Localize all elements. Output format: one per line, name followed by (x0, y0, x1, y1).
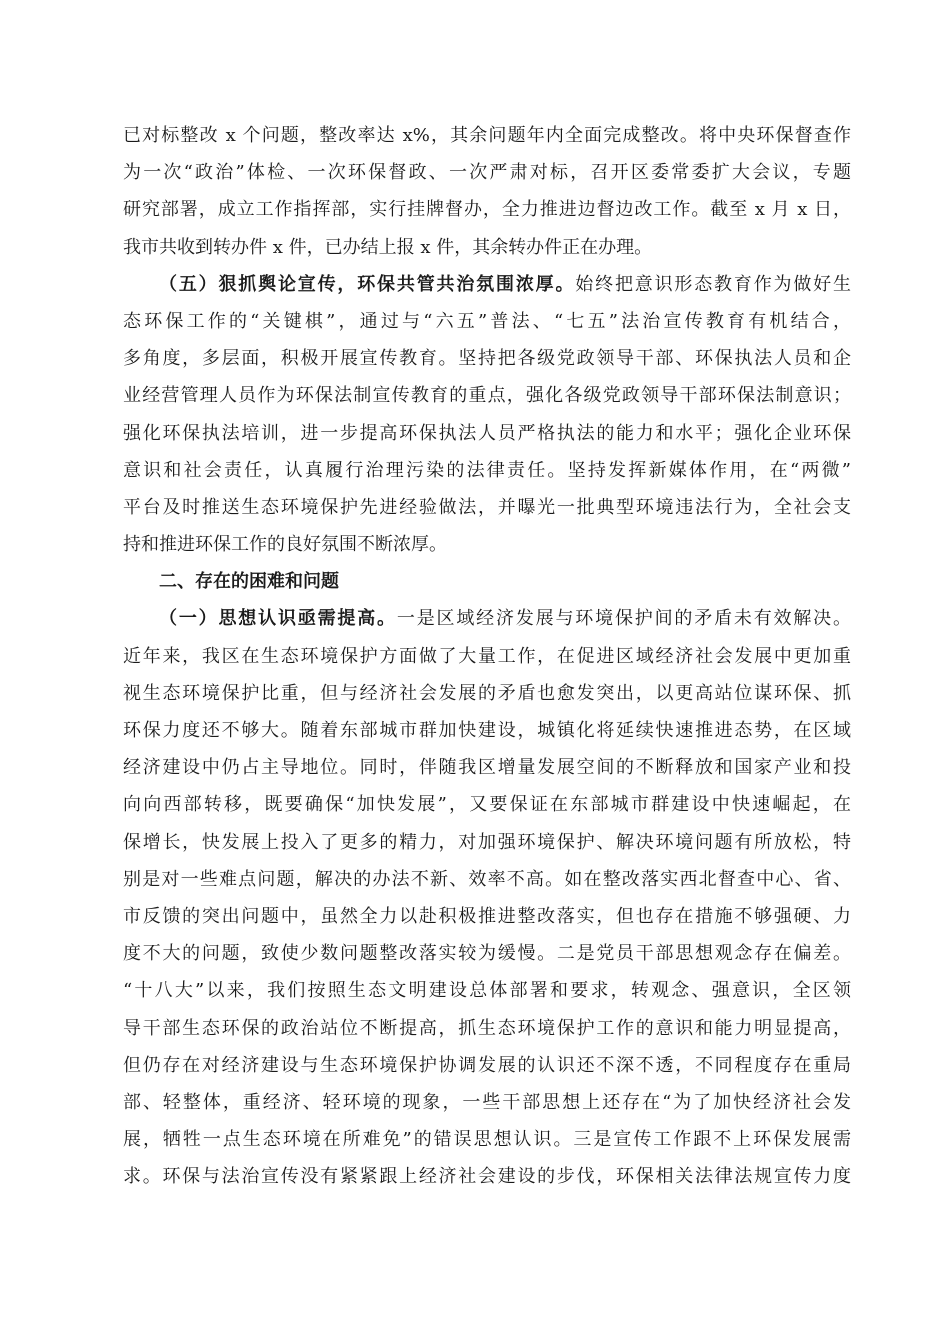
text-line: 度不大的问题，致使少数问题整改落实较为缓慢。二是党员干部思想观念存在偏差。 (123, 943, 851, 965)
text-line: 保增长，快发展上投入了更多的精力，对加强环境保护、解决环境问题有所放松，特 (123, 831, 851, 853)
text-line: 但仍存在对经济建设与生态环境保护协调发展的认识还不深不透，不同程度存在重局 (123, 1054, 851, 1076)
text-line: 已对标整改 x 个问题，整改率达 x%，其余问题年内全面完成整改。将中央环保督查作 (123, 125, 851, 146)
text-line (123, 600, 851, 637)
text-run: 一是区域经济发展与环境保护间的矛盾未有效解决。 (396, 608, 851, 630)
text-line: 向向西部转移，既要确保“加快发展”，又要保证在东部城市群建设中快速崛起，在 (123, 794, 851, 816)
text-line: 为一次“政治”体检、一次环保督政、一次严肃对标，召开区委常委扩大会议，专题 (123, 162, 851, 184)
text-line: 别是对一些难点问题，解决的办法不新、效率不高。如在整改落实西北督查中心、省、 (123, 868, 851, 890)
text-line: 我市共收到转办件 x 件，已办结上报 x 件，其余转办件正在办理。 (123, 236, 653, 258)
paragraph-p3 (123, 600, 851, 1195)
text-line: “十八大”以来，我们按照生态文明建设总体部署和要求，转观念、强意识，全区领 (123, 980, 851, 1002)
section-heading (123, 563, 851, 600)
paragraph-p2 (123, 266, 851, 564)
document-body (123, 117, 851, 1195)
text-line: 强化环保执法培训，进一步提高环保执法人员严格执法的能力和水平；强化企业环保 (123, 422, 851, 444)
text-line: 多角度，多层面，积极开展宣传教育。坚持把各级党政领导干部、环保执法人员和企 (123, 348, 851, 370)
text-line: 平台及时推送生态环境保护先进经验做法，并曝光一批典型环境违法行为，全社会支 (123, 496, 851, 518)
text-line: 意识和社会责任，认真履行治理污染的法律责任。坚持发挥新媒体作用，在“两微” (123, 459, 851, 481)
text-line: 导干部生态环保的政治站位不断提高，抓生态环境保护工作的意识和能力明显提高， (123, 1017, 851, 1039)
text-line: 态环保工作的“关键棋”，通过与“六五”普法、“七五”法治宣传教育有机结合， (123, 310, 851, 332)
section-title: 二、存在的困难和问题 (159, 571, 339, 593)
paragraph-heading: （一）思想认识亟需提高。 (159, 608, 397, 630)
text-line: 持和推进环保工作的良好氛围不断浓厚。 (123, 534, 447, 556)
paragraph-heading: （五）狠抓舆论宣传，环保共管共治氛围浓厚。 (159, 273, 576, 295)
text-line: 经济建设中仍占主导地位。同时，伴随我区增量发展空间的不断释放和国家产业和投 (123, 757, 851, 779)
text-run: 始终把意识形态教育作为做好生 (575, 273, 851, 295)
text-line (123, 266, 851, 303)
text-line: 求。环保与法治宣传没有紧紧跟上经济社会建设的步伐，环保相关法律法规宣传力度 (123, 1166, 851, 1188)
text-line: 环保力度还不够大。随着东部城市群加快建设，城镇化将延续快速推进态势，在区域 (123, 720, 851, 741)
text-line: 部、轻整体，重经济、轻环境的现象，一些干部思想上还存在“为了加快经济社会发 (123, 1091, 851, 1113)
text-line: 市反馈的突出问题中，虽然全力以赴积极推进整改落实，但也存在措施不够强硬、力 (123, 905, 851, 927)
paragraph-p1 (123, 117, 851, 266)
text-line: 业经营管理人员作为环保法制宣传教育的重点，强化各级党政领导干部环保法制意识； (123, 385, 851, 407)
text-line: 视生态环境保护比重，但与经济社会发展的矛盾也愈发突出，以更高站位谋环保、抓 (123, 682, 851, 704)
text-line: 研究部署，成立工作指挥部，实行挂牌督办，全力推进边督边改工作。截至 x 月 x 日， (123, 199, 851, 221)
text-line: 近年来，我区在生态环境保护方面做了大量工作，在促进区域经济社会发展中更加重 (123, 645, 851, 667)
text-line: 展，牺牲一点生态环境在所难免”的错误思想认识。三是宣传工作跟不上环保发展需 (123, 1129, 851, 1151)
